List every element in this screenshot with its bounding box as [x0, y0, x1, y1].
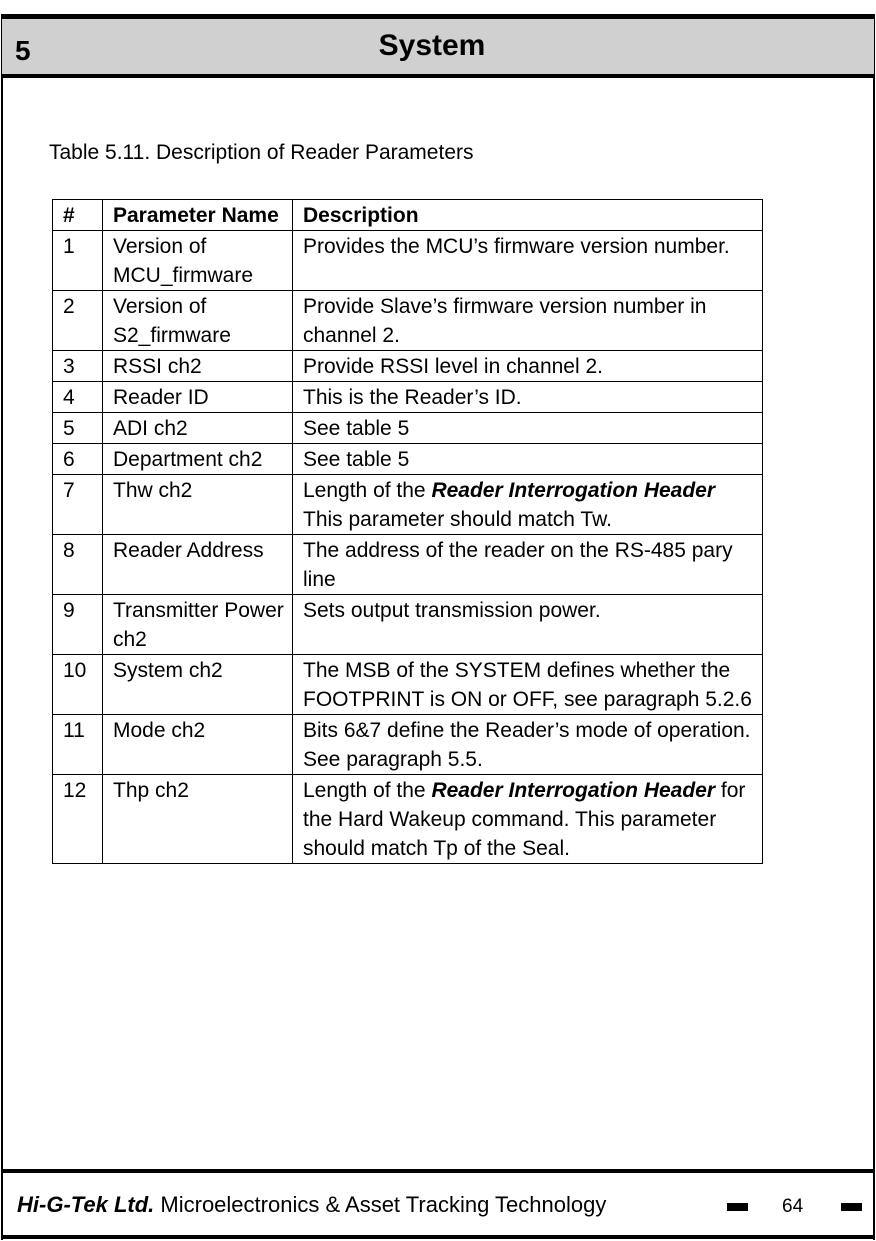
parameters-table	[52, 199, 763, 864]
parameter-name: ADI ch2	[103, 413, 293, 444]
description-text: The MSB of the SYSTEM defines whether the FOOTPRINT is ON or OFF, see paragraph 5.2.6	[303, 659, 752, 711]
table-row	[53, 475, 763, 535]
description-text-continued: for the Hard Wakeup command. This parameter should match Tp of the Seal.	[303, 779, 746, 860]
parameter-name: Transmitter Power ch2	[103, 595, 293, 655]
parameter-number: 3	[53, 351, 103, 382]
table-row	[53, 715, 763, 775]
description-text: Provide RSSI level in channel 2.	[303, 355, 603, 378]
table-row	[53, 444, 763, 475]
parameter-name: Thp ch2	[103, 775, 293, 864]
parameter-number: 9	[53, 595, 103, 655]
parameter-description	[293, 351, 763, 382]
parameter-name: Version of MCU_firmware	[103, 231, 293, 291]
parameter-description	[293, 413, 763, 444]
parameter-number: 7	[53, 475, 103, 535]
parameter-number: 2	[53, 291, 103, 351]
description-text: Bits 6&7 define the Reader’s mode of operation. See paragraph 5.5.	[303, 719, 751, 771]
chapter-number: 5	[15, 35, 31, 66]
description-text: Length of the	[303, 479, 432, 502]
parameter-description	[293, 475, 763, 535]
parameter-name: Mode ch2	[103, 715, 293, 775]
parameter-number: 1	[53, 231, 103, 291]
parameter-description	[293, 291, 763, 351]
parameter-number: 12	[53, 775, 103, 864]
description-text: The address of the reader on the RS-485 pary line	[303, 539, 733, 591]
table-row	[53, 413, 763, 444]
description-text: See table 5	[303, 448, 410, 471]
parameter-name: RSSI ch2	[103, 351, 293, 382]
page-number-dash-left	[727, 1203, 748, 1211]
parameter-number: 5	[53, 413, 103, 444]
parameter-description	[293, 715, 763, 775]
column-header-number: #	[53, 200, 103, 231]
parameter-description	[293, 231, 763, 291]
column-header-parameter-name: Parameter Name	[103, 200, 293, 231]
description-text-continued: This parameter should match Tw.	[303, 508, 612, 531]
description-emphasis: Reader Interrogation Header	[431, 779, 716, 802]
page-number: 64	[782, 1196, 804, 1217]
table-row	[53, 382, 763, 413]
table-header-row	[53, 200, 763, 231]
parameter-name: Reader Address	[103, 535, 293, 595]
description-text: Provide Slave’s firmware version number in channel 2.	[303, 295, 707, 347]
table-row	[53, 535, 763, 595]
parameter-name: Thw ch2	[103, 475, 293, 535]
parameter-name: Version of S2_firmware	[103, 291, 293, 351]
table-row	[53, 291, 763, 351]
description-text: Sets output transmission power.	[303, 599, 601, 622]
description-text: This is the Reader’s ID.	[303, 386, 522, 409]
parameter-number: 11	[53, 715, 103, 775]
page-number-dash-right	[841, 1203, 862, 1211]
table-row	[53, 231, 763, 291]
company-name: Hi-G-Tek Ltd.	[17, 1192, 155, 1217]
table-row	[53, 351, 763, 382]
footer-rule-bottom	[2, 1235, 874, 1239]
page-border-right	[873, 14, 875, 1240]
table-row	[53, 775, 763, 864]
description-text: See table 5	[303, 417, 410, 440]
parameter-name: System ch2	[103, 655, 293, 715]
parameter-number: 4	[53, 382, 103, 413]
footer-text	[17, 1192, 606, 1218]
parameter-description	[293, 775, 763, 864]
chapter-title: System	[378, 29, 486, 62]
column-header-description: Description	[293, 200, 763, 231]
parameter-description	[293, 595, 763, 655]
chapter-header	[2, 14, 874, 78]
parameter-description	[293, 444, 763, 475]
description-emphasis: Reader Interrogation Header	[431, 479, 716, 502]
table-row	[53, 595, 763, 655]
parameter-number: 10	[53, 655, 103, 715]
footer-rule-top	[2, 1169, 874, 1173]
page-border-left	[1, 14, 3, 1240]
description-text: Provides the MCU’s firmware version number.	[303, 235, 730, 258]
company-tagline: Microelectronics & Asset Tracking Technology	[154, 1192, 607, 1217]
table-row	[53, 655, 763, 715]
parameter-description	[293, 535, 763, 595]
parameter-name: Department ch2	[103, 444, 293, 475]
description-text: Length of the	[303, 779, 432, 802]
table-caption: Table 5.11. Description of Reader Parameters	[49, 141, 474, 164]
parameter-description	[293, 655, 763, 715]
parameter-name: Reader ID	[103, 382, 293, 413]
parameter-description	[293, 382, 763, 413]
parameter-number: 6	[53, 444, 103, 475]
parameter-number: 8	[53, 535, 103, 595]
